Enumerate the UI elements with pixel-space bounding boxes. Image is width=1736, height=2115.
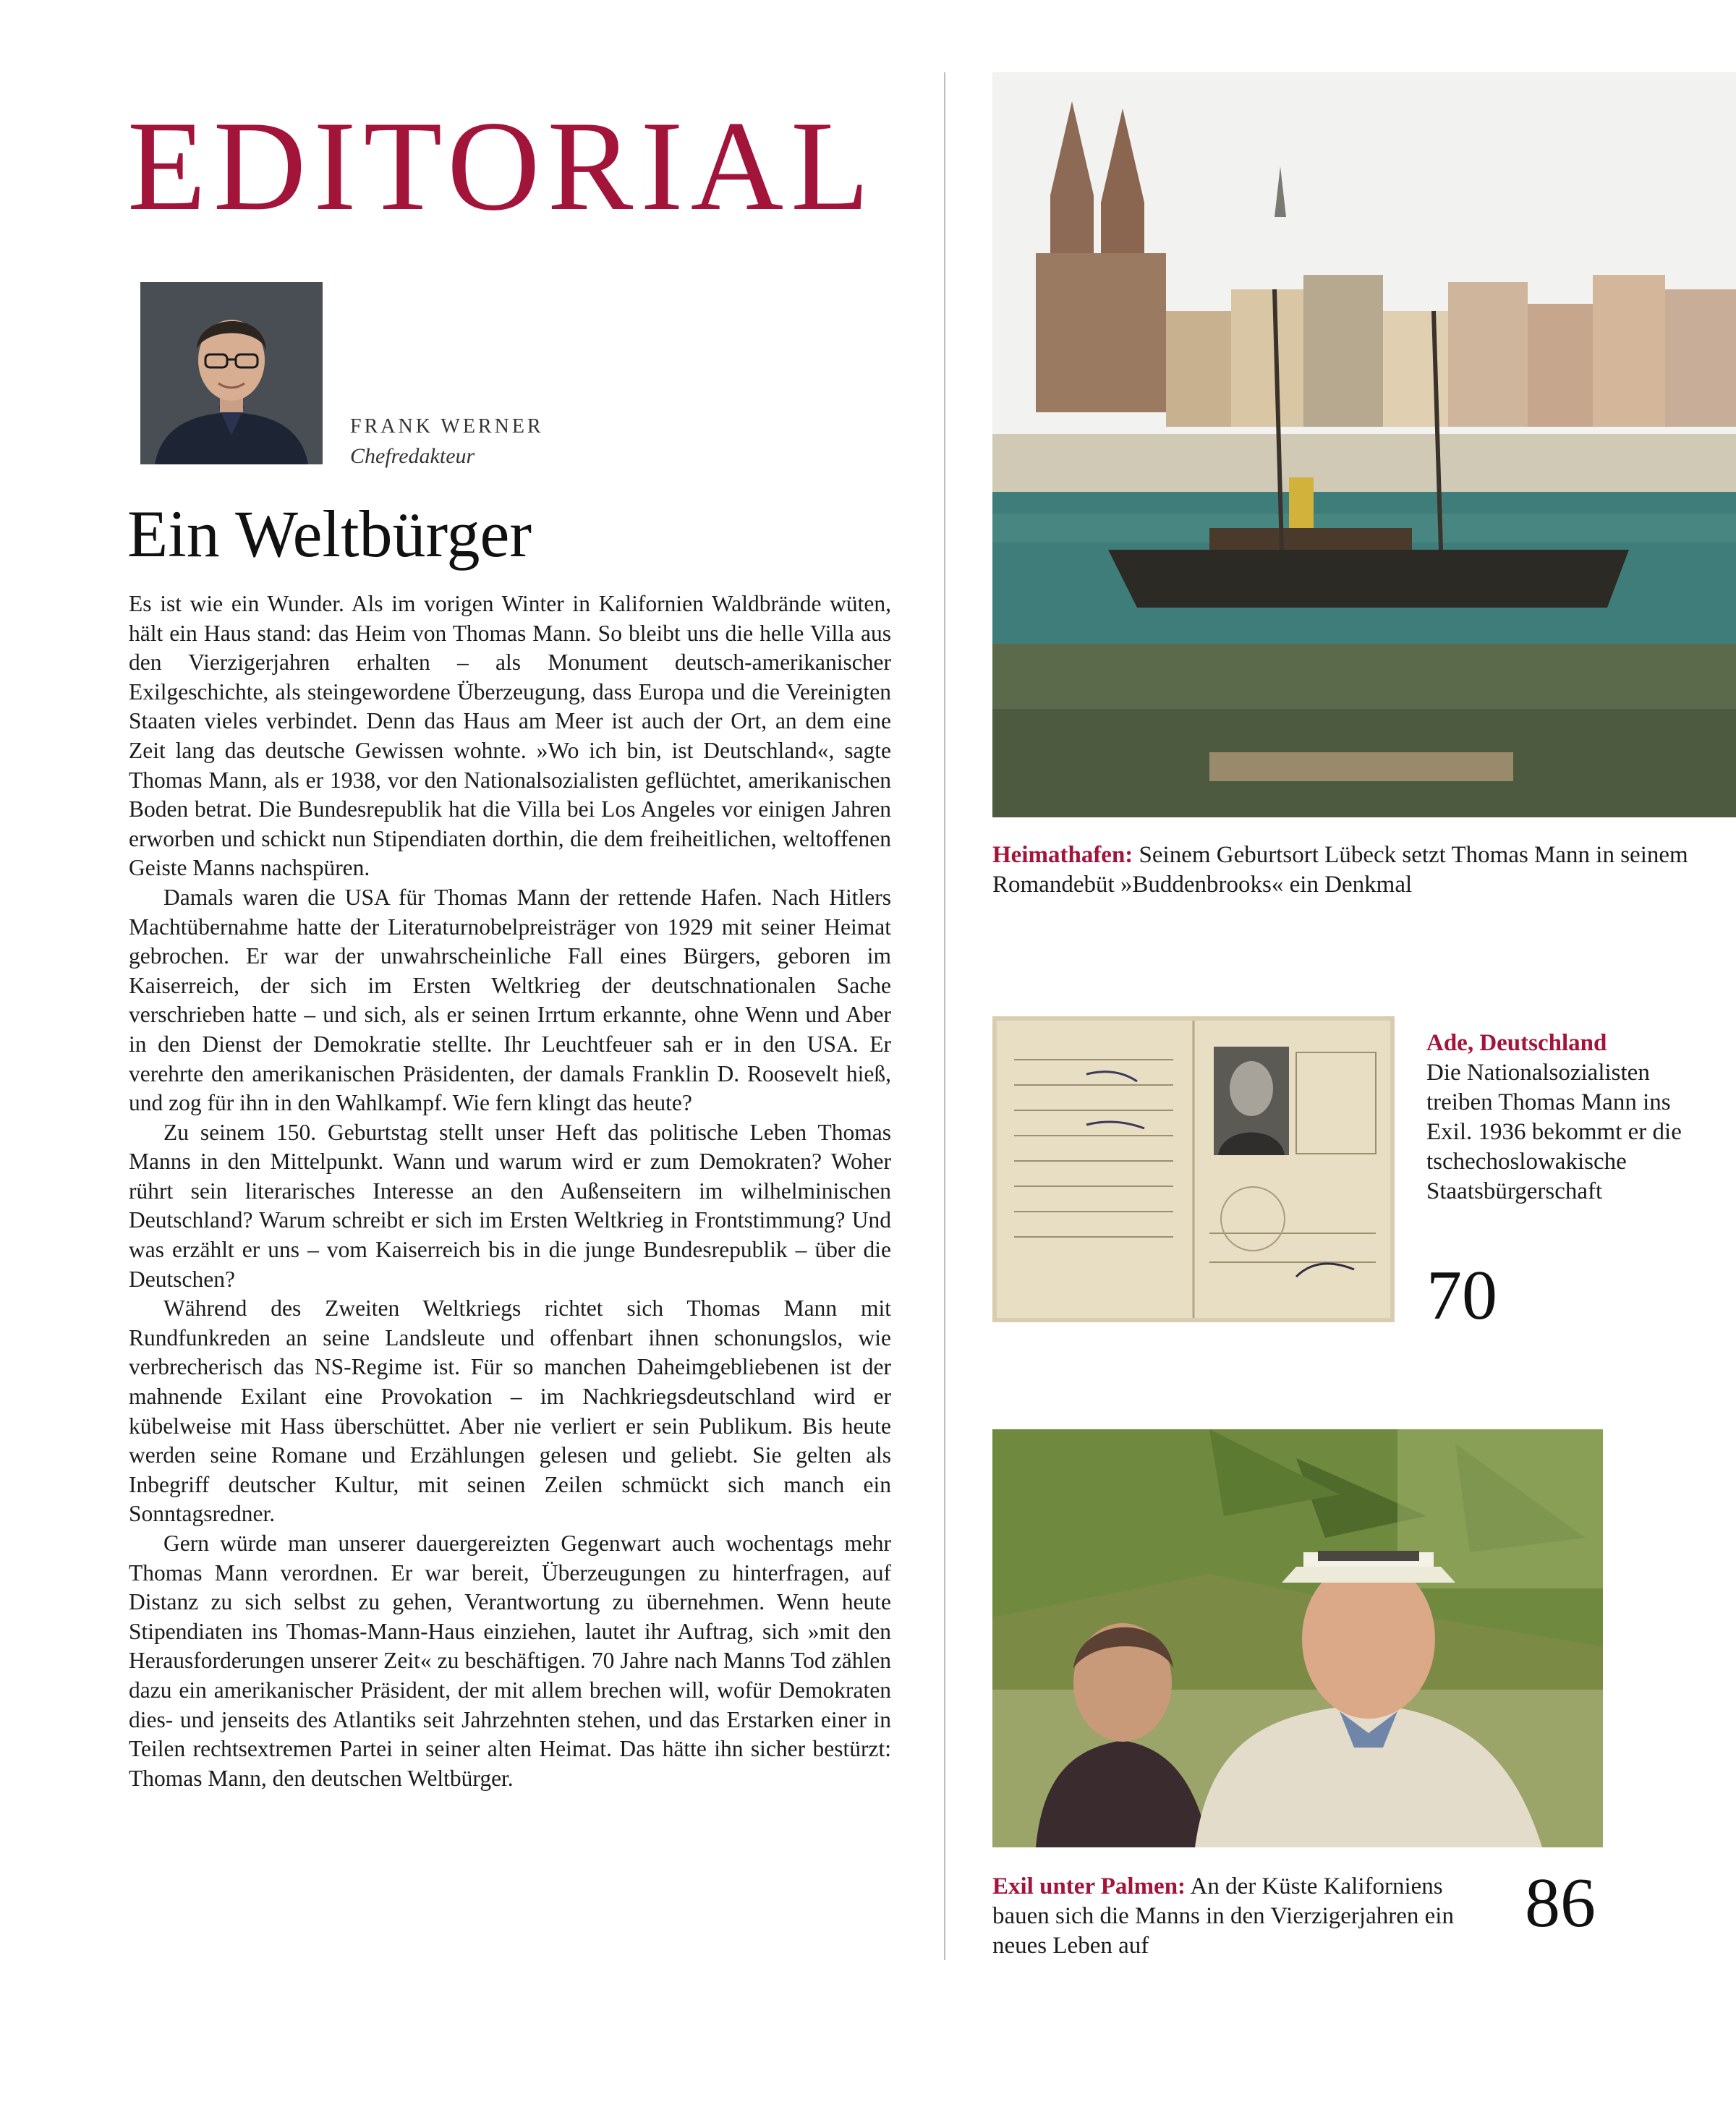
- article-body: [129, 590, 891, 1793]
- author-role: Chefredakteur: [350, 444, 475, 468]
- article-paragraph: Zu seinem 150. Geburtstag stellt unser Heft das politische Leben Thomas Manns in den Mittelpunkt. Wann und warum wird er zum Demokraten? Woher rührt sein literarisches Interesse an den Außenseitern im wilhelminischen Deutschland? Warum schreibt er sich im Ersten Weltkrieg in Frontstimmung? Und was erzählt er uns – vom Kaiserreich bis in die junge Bundesrepublik – über die Deutschen?: [129, 1119, 891, 1292]
- passport-photo: [992, 1016, 1395, 1322]
- caption-text: Seinem Geburtsort Lübeck setzt Thomas Mann in seinem Romandebüt »Buddenbrooks« ein Denkmal: [992, 842, 1688, 898]
- caption-lead: Ade, Deutschland: [1426, 1030, 1607, 1056]
- thomas-katia-mann-photo: [992, 1429, 1603, 1847]
- article-paragraph: Während des Zweiten Weltkriegs richtet sich Thomas Mann mit Rundfunkreden an seine Landsleute und offenbart ihnen schonungslos, wie verbrecherisch das NS-Regime ist. Für so manchen Daheimgebliebenen ist der mahnende Exilant eine Provokation – im Nachkriegsdeutschland wird er kübelweise mit Hass überschüttet. Aber nie verliert er sein Publikum. Bis heute werden seine Romane und Erzählungen gelesen und geliebt. Sie gelten als Inbegriff deutscher Kultur, mit seinen Zeilen schmückt sich manch ein Sonntagsredner.: [129, 1295, 891, 1527]
- caption-text: Die Nationalsozialisten treiben Thomas Mann ins Exil. 1936 bekommt er die tschechoslowakische Staatsbürgerschaft: [1426, 1060, 1682, 1204]
- caption-text: An der Küste Kaliforniens bauen sich die Manns in den Vierzigerjahren ein neues Leben auf: [992, 1873, 1454, 1959]
- couple-caption: [992, 1872, 1470, 1961]
- author-name: FRANK WERNER: [350, 415, 544, 438]
- article-paragraph: Damals waren die USA für Thomas Mann der rettende Hafen. Nach Hitlers Machtübernahme hatte der Literaturnobelpreisträger von 1929 mit seiner Heimat gebrochen. Er war der unwahrscheinliche Fall eines Bürgers, geboren im Kaiserreich, der sich im Ersten Weltkrieg der deutschnationalen Sache verschrieben hatte – und sich, als er seinen Irrtum erkannte, ohne Wenn und Aber in den Dienst der Demokratie stellte. Ihr Leuchtfeuer sah er in den USA. Er verehrte den amerikanischen Präsidenten, der damals Franklin D. Roosevelt hieß, und zog für ihn in den Wahlkampf. Wie fern klingt das heute?: [129, 884, 891, 1116]
- luebeck-harbor-photo: [992, 72, 1736, 817]
- caption-lead: Heimathafen:: [992, 842, 1133, 868]
- caption-lead: Exil unter Palmen:: [992, 1873, 1186, 1899]
- article-paragraph: Es ist wie ein Wunder. Als im vorigen Winter in Kalifornien Waldbrände wüten, hält ein Haus stand: das Heim von Thomas Mann. So bleibt uns die helle Villa aus den Vierzigerjahren erhalten – als Monument deutsch-amerikanischer Exilgeschichte, als steingewordene Überzeugung, dass Europa und die Vereinigten Staaten vieles verbindet. Denn das Haus am Meer ist auch der Ort, an dem eine Zeit lang das deutsche Gewissen wohnte. »Wo ich bin, ist Deutschland«, sagte Thomas Mann, als er 1938, vor den Nationalsozialisten geflüchtet, amerikanischen Boden betrat. Die Bundesrepublik hat die Villa bei Los Angeles vor einigen Jahren erworben und schickt nun Stipendiaten dorthin, die dem freiheitlichen, weltoffenen Geiste Manns nachspüren.: [129, 591, 891, 881]
- article-title: Ein Weltbürger: [127, 497, 532, 571]
- column-divider: [944, 72, 945, 1960]
- page-number: 70: [1426, 1256, 1497, 1335]
- article-paragraph: Gern würde man unserer dauergereizten Gegenwart auch wochentags mehr Thomas Mann verordnen. Er war bereit, Überzeugungen zu hinterfragen, auf Distanz zu sich selbst zu gehen, Verantwortung zu übernehmen. Wenn heute Stipendiaten ins Thomas-Mann-Haus einziehen, lautet ihr Auftrag, sich »mit den Herausforderungen unserer Zeit« zu beschäftigen. 70 Jahre nach Manns Tod zählen dazu ein amerikanischer Präsident, der mit allem brechen will, wofür Demokraten dies- und jenseits des Atlantiks seit Jahrzehnten stehen, und das Erstarken einer in Teilen rechtsextremen Partei in seiner alten Heimat. Das hätte ihn sicher bestürzt: Thomas Mann, den deutschen Weltbürger.: [129, 1531, 891, 1791]
- page-number: 86: [1525, 1864, 1596, 1942]
- harbor-caption: [992, 841, 1701, 900]
- passport-caption: [1426, 1029, 1687, 1207]
- section-heading: EDITORIAL: [127, 94, 877, 237]
- author-portrait: [140, 282, 323, 464]
